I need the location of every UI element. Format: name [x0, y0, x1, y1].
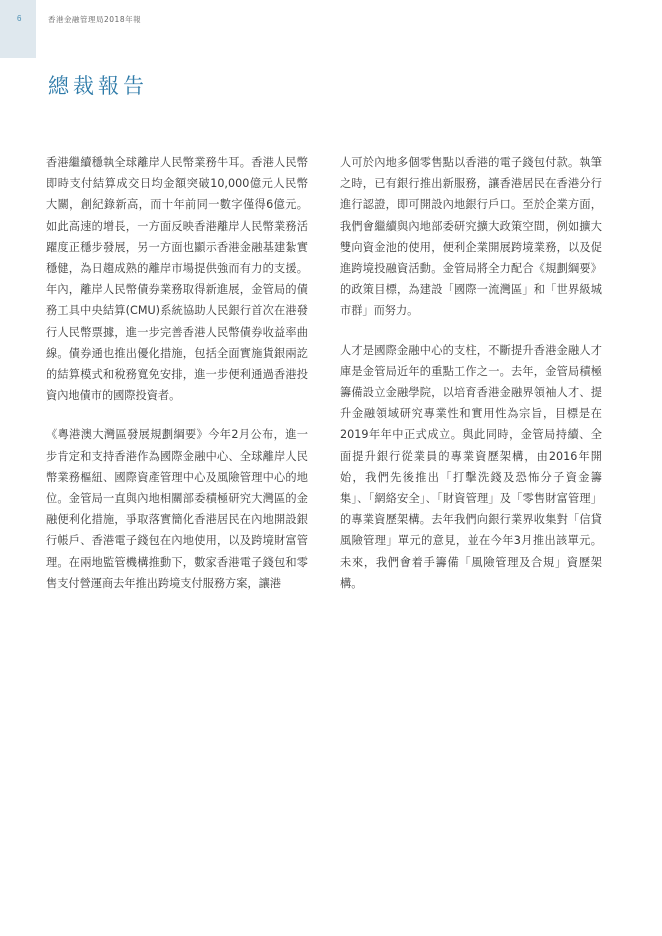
page-title: 總裁報告 — [48, 74, 148, 98]
page-number: 6 — [17, 14, 22, 23]
right-column — [340, 152, 602, 612]
paragraph: 《粵港澳大灣區發展規劃綱要》今年2月公布，進一步肯定和支持香港作為國際金融中心、全球離岸人民幣業務樞紐、國際資產管理中心及風險管理中心的地位。金管局一直與內地相關部委積極研究大灣區的金融便利化措施，爭取落實簡化香港居民在內地開設銀行帳戶、香港電子錢包在內地使用，以及跨境財富管理。在兩地監管機構推動下，數家香港電子錢包和零售支付營運商去年推出跨境支付服務方案，讓港 — [46, 428, 308, 590]
page-number-tab — [0, 0, 36, 58]
running-header: 香港金融管理局2018年報 — [48, 15, 142, 24]
paragraph: 人才是國際金融中心的支柱，不斷提升香港金融人才庫是金管局近年的重點工作之一。去年，金管局積極籌備設立金融學院，以培育香港金融界領袖人才、提升金融領域研究專業性和實用性為宗旨，目標是在2019年年中正式成立。與此同時，金管局持續、全面提升銀行從業員的專業資歷架構，由2016年開始，我們先後推出「打擊洗錢及恐怖分子資金籌集」、「網絡安全」、「財資管理」及「零售財富管理」的專業資歷架構。去年我們向銀行業界收集對「信貸風險管理」單元的意見，並在今年3月推出該單元。未來，我們會着手籌備「風險管理及合規」資歷架構。 — [340, 343, 602, 590]
left-column — [46, 152, 308, 612]
paragraph: 人可於內地多個零售點以香港的電子錢包付款。執筆之時，已有銀行推出新服務，讓香港居民在香港分行進行認證，即可開設內地銀行戶口。至於企業方面，我們會繼續與內地部委研究擴大政策空間，例如擴大雙向資金池的使用，便利企業開展跨境業務，以及促進跨境投融資活動。金管局將全力配合《規劃綱要》的政策目標，為建設「國際一流灣區」和「世界級城市群」而努力。 — [340, 156, 602, 318]
paragraph: 香港繼續穩執全球離岸人民幣業務牛耳。香港人民幣即時支付結算成交日均金額突破10,000億元人民幣大關，創紀錄新高，而十年前同一數字僅得6億元。如此高速的增長，一方面反映香港離岸人民幣業務活躍度正穩步發展，另一方面也顯示香港金融基建紮實穩健，為日趨成熟的離岸市場提供強而有力的支援。年內，離岸人民幣債券業務取得新進展，金管局的債務工具中央結算(CMU)系統協助人民銀行首次在港發行人民幣票據，進一步完善香港人民幣債券收益率曲線。債券通也推出優化措施，包括全面實施貨銀兩訖的結算模式和稅務寬免安排，進一步便利通過香港投資內地債市的國際投資者。 — [46, 156, 308, 403]
